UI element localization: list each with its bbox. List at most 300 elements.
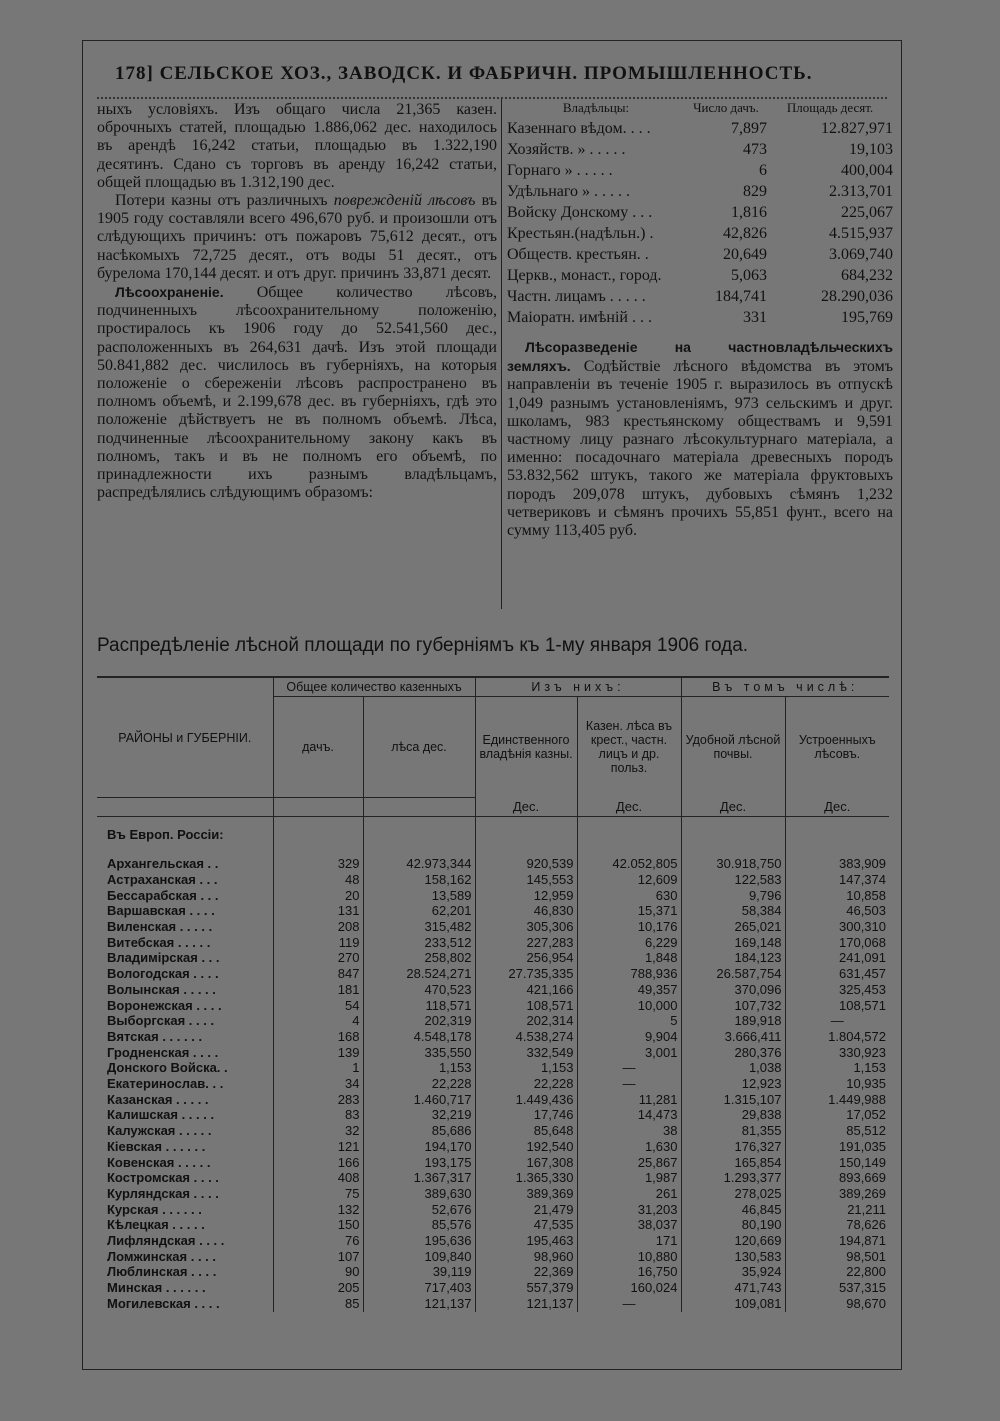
suitable-soil: 120,669 — [681, 1233, 785, 1249]
province-name: Волынская . . . . . — [107, 981, 216, 997]
province-name: Выборгская . . . . — [107, 1013, 215, 1029]
shared-use: — — [577, 1076, 681, 1092]
settled-forests: 150,149 — [785, 1155, 889, 1171]
suitable-soil: 278,025 — [681, 1186, 785, 1202]
sole-ownership: 256,954 — [475, 950, 577, 966]
settled-forests: 300,310 — [785, 919, 889, 935]
shared-use: 630 — [577, 888, 681, 904]
paragraph-leases: ныхъ условіяхъ. Изъ общаго числа 21,365 казен. оброчныхъ статей, площадью 1.886,062 дес. находилось въ арендѣ 16,242 статьи, площадью въ 1.322,190 десятинъ. Сдано съ торговъ въ аренду 16,242 статьи, общей площадью въ 1.312,190 дес. — [97, 101, 497, 191]
table-row — [97, 1186, 889, 1202]
settled-forests: 241,091 — [785, 950, 889, 966]
dach-count: 83 — [273, 1107, 363, 1123]
dach-count: 283 — [273, 1092, 363, 1108]
dach-count: 168 — [273, 1029, 363, 1045]
owner-count: 20,649 — [723, 246, 767, 263]
dach-count: 205 — [273, 1280, 363, 1296]
dach-count: 208 — [273, 919, 363, 935]
shared-use: 9,904 — [577, 1029, 681, 1045]
forest-protection-heading: Лѣсоохраненіе. — [115, 284, 224, 301]
header-lesa: лѣса дес. — [363, 697, 475, 798]
forest-area: 62,201 — [363, 903, 475, 919]
settled-forests: 10,858 — [785, 888, 889, 904]
table-row — [97, 1139, 889, 1155]
province-name: Курляндская . . . . — [107, 1185, 219, 1201]
table-row — [97, 1233, 889, 1249]
header-unit-des: Дес. — [475, 798, 577, 817]
owner-name: Горнаго » . . . . . — [507, 162, 613, 179]
dach-count: 1 — [273, 1060, 363, 1076]
province-name: Екатеринослав. . . — [107, 1076, 224, 1092]
owners-row — [507, 265, 893, 286]
province-name: Минская . . . . . . — [107, 1280, 206, 1296]
province-name: Калишская . . . . . — [107, 1107, 215, 1123]
forest-area: 39,119 — [363, 1264, 475, 1280]
settled-forests: 191,035 — [785, 1139, 889, 1155]
table-row — [97, 982, 889, 998]
owner-name: Обществ. крестьян. . — [507, 246, 649, 263]
sole-ownership: 920,539 — [475, 856, 577, 872]
table-row — [97, 888, 889, 904]
province-name: Вятская . . . . . . — [107, 1028, 203, 1044]
forest-area: 233,512 — [363, 935, 475, 951]
forest-area: 109,840 — [363, 1249, 475, 1265]
suitable-soil: 80,190 — [681, 1217, 785, 1233]
paragraph-afforestation — [507, 338, 893, 540]
suitable-soil: 30.918,750 — [681, 856, 785, 872]
dach-count: 166 — [273, 1155, 363, 1171]
table-row — [97, 998, 889, 1014]
forest-area: 335,550 — [363, 1045, 475, 1061]
owner-count: 331 — [743, 309, 767, 326]
owner-area: 2.313,701 — [829, 183, 893, 200]
sole-ownership: 21,479 — [475, 1202, 577, 1218]
shared-use: 5 — [577, 1013, 681, 1029]
header-total-group: Общее количество казенныхъ — [273, 677, 475, 697]
sole-ownership: 167,308 — [475, 1155, 577, 1171]
province-name: Витебская . . . . . — [107, 934, 211, 950]
settled-forests: 170,068 — [785, 935, 889, 951]
owners-row — [507, 307, 893, 328]
owner-area: 12.827,971 — [821, 120, 893, 137]
dach-count: 85 — [273, 1296, 363, 1312]
settled-forests: 85,512 — [785, 1123, 889, 1139]
province-name: Ковенская . . . . . — [107, 1154, 211, 1170]
table-row — [97, 1202, 889, 1218]
header-unit-empty — [363, 798, 475, 817]
sole-ownership: 195,463 — [475, 1233, 577, 1249]
province-name: Могилевская . . . . — [107, 1295, 220, 1311]
shared-use: 10,000 — [577, 998, 681, 1014]
owners-row — [507, 160, 893, 181]
owner-area: 4.515,937 — [829, 225, 893, 242]
forest-area: 193,175 — [363, 1155, 475, 1171]
province-name: Виленская . . . . . — [107, 919, 213, 935]
shared-use: 6,229 — [577, 935, 681, 951]
province-name: Воронежская . . . . — [107, 997, 222, 1013]
province-name: Калужская . . . . . — [107, 1123, 212, 1139]
suitable-soil: 107,732 — [681, 998, 785, 1014]
owner-count: 473 — [743, 141, 767, 158]
suitable-soil: 26.587,754 — [681, 966, 785, 982]
header-region: РАЙОНЫ и ГУБЕРНІИ. — [97, 677, 273, 798]
owners-table — [507, 101, 893, 328]
settled-forests: 325,453 — [785, 982, 889, 998]
sole-ownership: 227,283 — [475, 935, 577, 951]
suitable-soil: 184,123 — [681, 950, 785, 966]
header-unit-des: Дес. — [681, 798, 785, 817]
province-name: Донского Войска. . — [107, 1060, 228, 1076]
owner-area: 28.290,036 — [821, 288, 893, 305]
afforestation-text: Содѣйствіе лѣсного вѣдомства въ этомъ направленіи въ теченіе 1905 г. выразилось въ отпускѣ 1,049 разнымъ установленіямъ, 973 сельскимъ и друг. школамъ, 983 крестьянскому обществамъ и 9,591 частному лицу разнаго лѣсокультурнаго матеріала, а именно: посадочнаго матеріала древесныхъ породъ 53.832,562 штукъ, такого же матеріала фруктовыхъ породъ 209,078 штукъ, дубовыхъ сѣмянъ 1,232 четвериковъ и сѣмянъ прочихъ 55,851 фунт., всего на сумму 113,405 руб. — [507, 358, 894, 540]
suitable-soil: 1,038 — [681, 1060, 785, 1076]
header-settled-forests: Устроенныхъ лѣсовъ. — [785, 697, 889, 798]
suitable-soil: 122,583 — [681, 872, 785, 888]
shared-use: 25,867 — [577, 1155, 681, 1171]
shared-use: 1,848 — [577, 950, 681, 966]
forest-area: 85,576 — [363, 1217, 475, 1233]
forest-area: 158,162 — [363, 872, 475, 888]
owner-count: 829 — [743, 183, 767, 200]
forest-protection-text: Общее количество лѣсовъ, подчиненныхъ лѣсоохранительному положенію, простиралось къ 1906 году до 52.541,560 дес., расположенныхъ въ 264,631 дачѣ. Изъ этой площади 50.841,882 дес. числилось въ губерніяхъ, на которыя положеніе о сбереженіи лѣсовъ распространено въ полномъ объемѣ, и 2.199,678 дес. въ губерніяхъ, гдѣ это положеніе дѣйствуетъ не въ полномъ объемѣ. Лѣса, подчиненные лѣсоохранительному закону какъ въ полномъ, такъ и въ не полномъ его объемѣ, по принадлежности ихъ разнымъ владѣльцамъ, распредѣлялись слѣдующимъ образомъ: — [97, 284, 497, 502]
owner-count: 5,063 — [731, 267, 767, 284]
table-row — [97, 950, 889, 966]
paragraph-forest-protection — [97, 283, 497, 502]
dach-count: 119 — [273, 935, 363, 951]
suitable-soil: 46,845 — [681, 1202, 785, 1218]
shared-use: 14,473 — [577, 1107, 681, 1123]
suitable-soil: 176,327 — [681, 1139, 785, 1155]
forest-area: 32,219 — [363, 1107, 475, 1123]
owner-name: Церкв., монаст., город. — [507, 267, 662, 284]
forest-area: 1,153 — [363, 1060, 475, 1076]
shared-use: 12,609 — [577, 872, 681, 888]
sole-ownership: 17,746 — [475, 1107, 577, 1123]
settled-forests: 22,800 — [785, 1264, 889, 1280]
dach-count: 75 — [273, 1186, 363, 1202]
owners-row — [507, 202, 893, 223]
dach-count: 32 — [273, 1123, 363, 1139]
dach-count: 34 — [273, 1076, 363, 1092]
sole-ownership: 145,553 — [475, 872, 577, 888]
table-row — [97, 1123, 889, 1139]
shared-use: — — [577, 1296, 681, 1312]
suitable-soil: 280,376 — [681, 1045, 785, 1061]
shared-use: 261 — [577, 1186, 681, 1202]
suitable-soil: 370,096 — [681, 982, 785, 998]
forest-area: 121,137 — [363, 1296, 475, 1312]
shared-use: 788,936 — [577, 966, 681, 982]
table-row — [97, 1296, 889, 1312]
sole-ownership: 22,228 — [475, 1076, 577, 1092]
sole-ownership: 27.735,335 — [475, 966, 577, 982]
settled-forests: 98,670 — [785, 1296, 889, 1312]
dach-count: 4 — [273, 1013, 363, 1029]
dach-count: 150 — [273, 1217, 363, 1233]
owner-name: Удѣльнаго » . . . . . — [507, 183, 631, 200]
owners-row — [507, 223, 893, 244]
settled-forests: 389,269 — [785, 1186, 889, 1202]
header-title: СЕЛЬСКОЕ ХОЗ., ЗАВОДСК. И ФАБРИЧН. ПРОМЫШЛЕННОСТЬ. — [159, 63, 813, 84]
settled-forests: 78,626 — [785, 1217, 889, 1233]
losses-text-a: Потери казны отъ различныхъ — [115, 192, 328, 210]
settled-forests: 46,503 — [785, 903, 889, 919]
province-name: Ломжинская . . . . — [107, 1248, 217, 1264]
forest-area: 202,319 — [363, 1013, 475, 1029]
forest-area: 315,482 — [363, 919, 475, 935]
forest-area: 194,170 — [363, 1139, 475, 1155]
table-row — [97, 1092, 889, 1108]
forest-area: 22,228 — [363, 1076, 475, 1092]
dach-count: 107 — [273, 1249, 363, 1265]
table-row — [97, 1249, 889, 1265]
dach-count: 131 — [273, 903, 363, 919]
owner-area: 684,232 — [841, 267, 893, 284]
sole-ownership: 98,960 — [475, 1249, 577, 1265]
province-name: Архангельская . . — [107, 856, 219, 872]
shared-use: 15,371 — [577, 903, 681, 919]
suitable-soil: 9,796 — [681, 888, 785, 904]
paragraph-losses — [97, 192, 497, 283]
dach-count: 181 — [273, 982, 363, 998]
table-row — [97, 856, 889, 872]
header-dach: дачъ. — [273, 697, 363, 798]
dach-count: 20 — [273, 888, 363, 904]
province-name: Владимірская . . . — [107, 950, 220, 966]
settled-forests: 1.449,988 — [785, 1092, 889, 1108]
settled-forests: 194,871 — [785, 1233, 889, 1249]
owner-count: 7,897 — [731, 120, 767, 137]
running-header — [115, 63, 855, 85]
suitable-soil: 109,081 — [681, 1296, 785, 1312]
header-sole-ownership: Единственного владѣнія казны. — [475, 697, 577, 798]
owner-name: Хозяйств. » . . . . . — [507, 141, 626, 158]
shared-use: 42.052,805 — [577, 856, 681, 872]
shared-use: 10,880 — [577, 1249, 681, 1265]
sole-ownership: 1.449,436 — [475, 1092, 577, 1108]
suitable-soil: 189,918 — [681, 1013, 785, 1029]
page-number: 178] — [115, 63, 154, 84]
suitable-soil: 12,923 — [681, 1076, 785, 1092]
table-row — [97, 935, 889, 951]
owner-name: Войску Донскому . . . — [507, 204, 653, 221]
province-name: Лифляндская . . . . — [107, 1233, 225, 1249]
dach-count: 132 — [273, 1202, 363, 1218]
suitable-soil: 58,384 — [681, 903, 785, 919]
settled-forests: 10,935 — [785, 1076, 889, 1092]
province-name: Кѣлецкая . . . . . — [107, 1217, 205, 1233]
owner-count: 184,741 — [715, 288, 767, 305]
owner-name: Крестьян.(надѣльн.) . — [507, 225, 654, 242]
owners-row — [507, 139, 893, 160]
sole-ownership: 108,571 — [475, 998, 577, 1014]
losses-italic: поврежденій лѣсовъ — [333, 192, 476, 210]
shared-use: 38 — [577, 1123, 681, 1139]
forest-area: 717,403 — [363, 1280, 475, 1296]
sole-ownership: 12,959 — [475, 888, 577, 904]
settled-forests: 98,501 — [785, 1249, 889, 1265]
suitable-soil: 169,148 — [681, 935, 785, 951]
forest-area: 13,589 — [363, 888, 475, 904]
table-row — [97, 1107, 889, 1123]
dach-count: 408 — [273, 1170, 363, 1186]
dach-count: 76 — [273, 1233, 363, 1249]
distribution-table-wrap — [97, 676, 889, 1312]
table-row — [97, 1076, 889, 1092]
sole-ownership: 22,369 — [475, 1264, 577, 1280]
sole-ownership: 557,379 — [475, 1280, 577, 1296]
shared-use: 10,176 — [577, 919, 681, 935]
suitable-soil: 35,924 — [681, 1264, 785, 1280]
suitable-soil: 165,854 — [681, 1155, 785, 1171]
page — [82, 40, 902, 1370]
sole-ownership: 332,549 — [475, 1045, 577, 1061]
owners-header-area: Площадь десят. — [786, 100, 874, 115]
province-name: Астраханская . . . — [107, 871, 218, 887]
settled-forests: 17,052 — [785, 1107, 889, 1123]
settled-forests: — — [785, 1013, 889, 1029]
dach-count: 329 — [273, 856, 363, 872]
settled-forests: 631,457 — [785, 966, 889, 982]
header-suitable-soil: Удобной лѣсной почвы. — [681, 697, 785, 798]
distribution-table — [97, 676, 889, 1312]
owners-header-owner: Владѣльцы: — [562, 100, 630, 115]
dach-count: 54 — [273, 998, 363, 1014]
header-shared-use: Казен. лѣса въ крест., частн. лицъ и др. польз. — [577, 697, 681, 798]
owners-row — [507, 286, 893, 307]
settled-forests: 330,923 — [785, 1045, 889, 1061]
forest-area: 85,686 — [363, 1123, 475, 1139]
table-title: Распредѣленіе лѣсной площади по губерніямъ къ 1-му января 1906 года. — [97, 635, 749, 656]
province-name: Бессарабская . . . — [107, 887, 219, 903]
suitable-soil: 471,743 — [681, 1280, 785, 1296]
header-unit-des: Дес. — [785, 798, 889, 817]
table-row — [97, 1060, 889, 1076]
suitable-soil: 3.666,411 — [681, 1029, 785, 1045]
sole-ownership: 192,540 — [475, 1139, 577, 1155]
forest-area: 28.524,271 — [363, 966, 475, 982]
suitable-soil: 29,838 — [681, 1107, 785, 1123]
suitable-soil: 130,583 — [681, 1249, 785, 1265]
owner-area: 225,067 — [841, 204, 893, 221]
province-name: Казанская . . . . . — [107, 1091, 209, 1107]
forest-area: 52,676 — [363, 1202, 475, 1218]
sole-ownership: 421,166 — [475, 982, 577, 998]
shared-use: 11,281 — [577, 1092, 681, 1108]
forest-area: 42.973,344 — [363, 856, 475, 872]
table-row — [97, 1029, 889, 1045]
province-name: Люблинская . . . . — [107, 1264, 217, 1280]
header-unit-des: Дес. — [577, 798, 681, 817]
shared-use: — — [577, 1060, 681, 1076]
header-unit-empty — [273, 798, 363, 817]
suitable-soil: 1.293,377 — [681, 1170, 785, 1186]
shared-use: 38,037 — [577, 1217, 681, 1233]
suitable-soil: 1.315,107 — [681, 1092, 785, 1108]
forest-area: 1.460,717 — [363, 1092, 475, 1108]
sole-ownership: 202,314 — [475, 1013, 577, 1029]
shared-use: 171 — [577, 1233, 681, 1249]
forest-area: 4.548,178 — [363, 1029, 475, 1045]
sole-ownership: 1,153 — [475, 1060, 577, 1076]
sole-ownership: 1.365,330 — [475, 1170, 577, 1186]
shared-use: 1,630 — [577, 1139, 681, 1155]
header-of-them-group: Изъ нихъ: — [475, 677, 681, 697]
province-name: Костромская . . . . — [107, 1170, 219, 1186]
dach-count: 48 — [273, 872, 363, 888]
dach-count: 139 — [273, 1045, 363, 1061]
forest-area: 389,630 — [363, 1186, 475, 1202]
owner-area: 3.069,740 — [829, 246, 893, 263]
sole-ownership: 4.538,274 — [475, 1029, 577, 1045]
header-unit-empty — [97, 798, 273, 817]
right-column — [507, 101, 893, 540]
shared-use: 3,001 — [577, 1045, 681, 1061]
dach-count: 90 — [273, 1264, 363, 1280]
settled-forests: 147,374 — [785, 872, 889, 888]
owner-area: 19,103 — [849, 141, 893, 158]
shared-use: 49,357 — [577, 982, 681, 998]
owner-name: Казеннаго вѣдом. . . . — [507, 120, 651, 137]
table-row — [97, 1013, 889, 1029]
forest-area: 118,571 — [363, 998, 475, 1014]
settled-forests: 537,315 — [785, 1280, 889, 1296]
settled-forests: 893,669 — [785, 1170, 889, 1186]
settled-forests: 1.804,572 — [785, 1029, 889, 1045]
table-row — [97, 872, 889, 888]
province-name: Кіевская . . . . . . — [107, 1138, 206, 1154]
column-divider — [501, 99, 502, 609]
table-row — [97, 919, 889, 935]
suitable-soil: 81,355 — [681, 1123, 785, 1139]
left-column — [97, 101, 497, 502]
sole-ownership: 47,535 — [475, 1217, 577, 1233]
settled-forests: 21,211 — [785, 1202, 889, 1218]
losses-text-b: въ 1905 году составляли всего 496,670 руб. и произошли отъ слѣдующихъ причинъ: отъ пожаровъ 75,612 десят., отъ насѣкомыхъ 72,725 десят., отъ воды 51 десят., отъ бурелома 170,144 десят. и отъ друг. причинъ 33,871 десят. — [97, 192, 498, 282]
province-name: Варшавская . . . . — [107, 903, 215, 919]
sole-ownership: 389,369 — [475, 1186, 577, 1202]
table-row — [97, 966, 889, 982]
settled-forests: 1,153 — [785, 1060, 889, 1076]
province-name: Гродненская . . . . — [107, 1044, 219, 1060]
table-row — [97, 1170, 889, 1186]
suitable-soil: 265,021 — [681, 919, 785, 935]
forest-area: 258,802 — [363, 950, 475, 966]
sole-ownership: 305,306 — [475, 919, 577, 935]
owner-count: 42,826 — [723, 225, 767, 242]
dach-count: 847 — [273, 966, 363, 982]
owner-name: Частн. лицамъ . . . . . — [507, 288, 646, 305]
afforestation-heading: Лѣсоразведеніе на частновладѣльческихъ земляхъ. — [507, 339, 893, 375]
table-row — [97, 1264, 889, 1280]
table-row — [97, 1155, 889, 1171]
owner-count: 1,816 — [731, 204, 767, 221]
dach-count: 121 — [273, 1139, 363, 1155]
sole-ownership: 46,830 — [475, 903, 577, 919]
sole-ownership: 121,137 — [475, 1296, 577, 1312]
owners-row — [507, 118, 893, 139]
dach-count: 270 — [273, 950, 363, 966]
shared-use: 160,024 — [577, 1280, 681, 1296]
province-name: Вологодская . . . . — [107, 966, 219, 982]
owner-area: 195,769 — [841, 309, 893, 326]
owner-area: 400,004 — [841, 162, 893, 179]
table-row — [97, 1045, 889, 1061]
table-row — [97, 1217, 889, 1233]
shared-use: 16,750 — [577, 1264, 681, 1280]
owner-count: 6 — [759, 162, 767, 179]
owner-name: Маіоратн. имѣній . . . — [507, 309, 652, 326]
header-including-group: Въ томъ числѣ: — [681, 677, 889, 697]
